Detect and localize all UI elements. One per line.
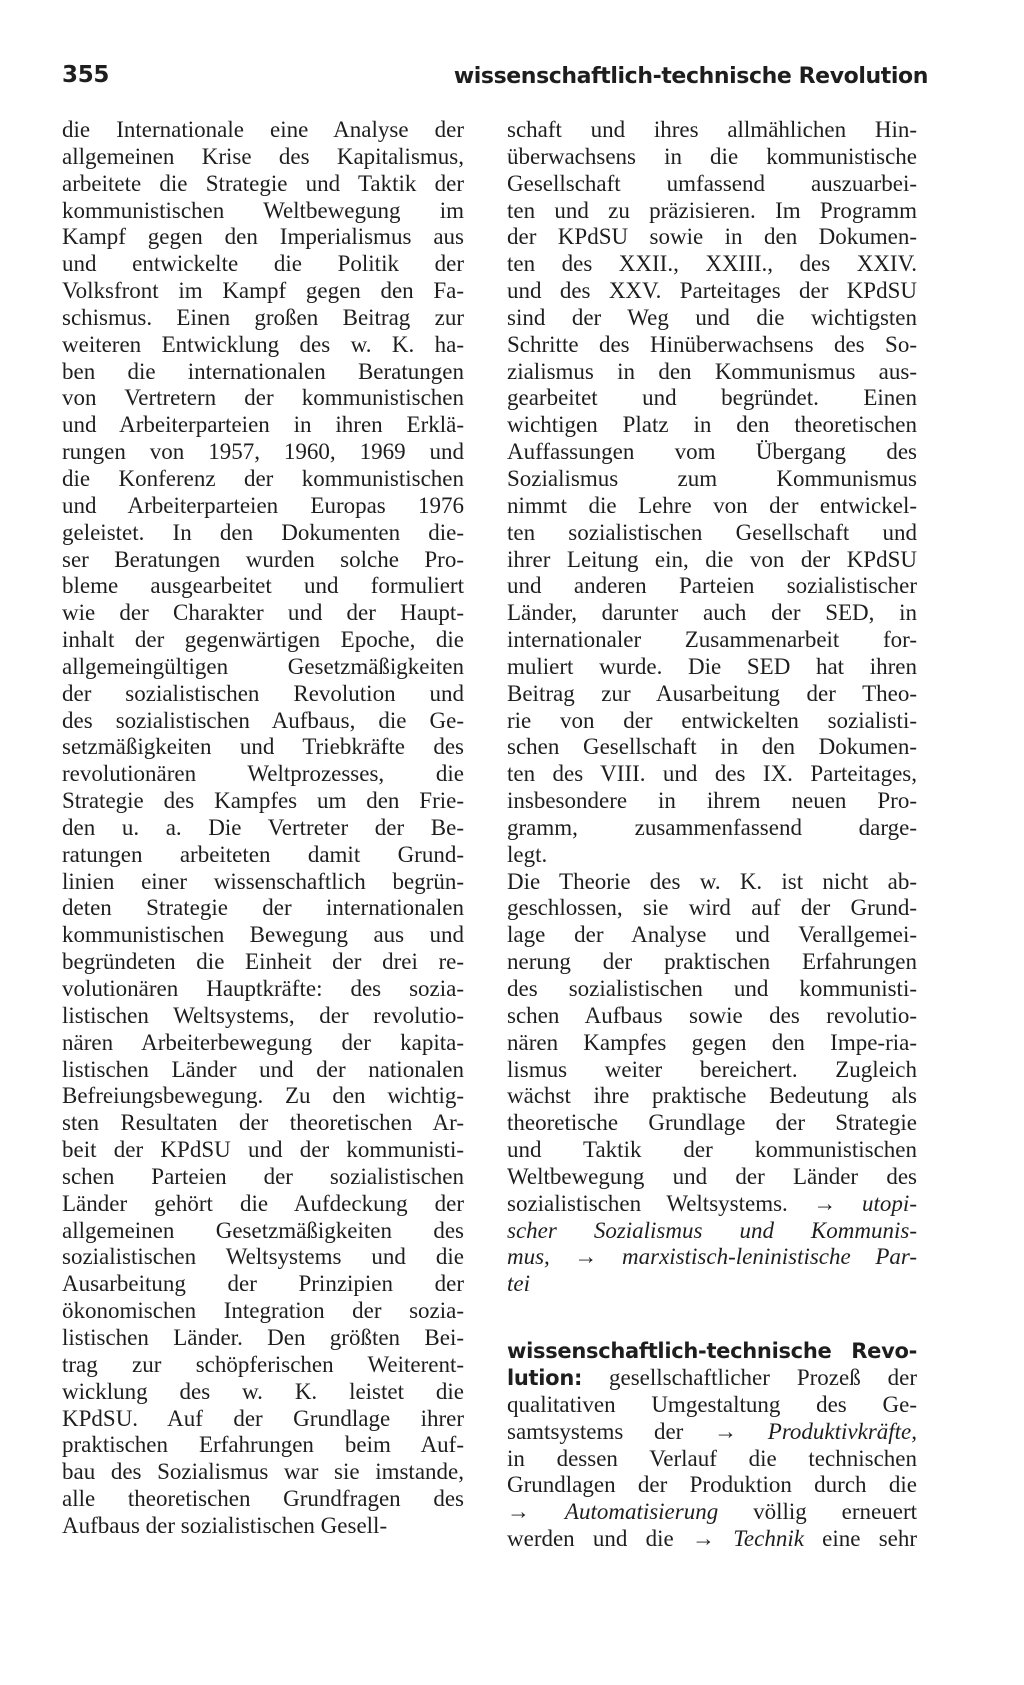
text-line: nären Arbeiterbewegung der kapita- — [62, 1029, 464, 1055]
text-line: insbesondere in ihrem neuen Pro- — [507, 788, 917, 814]
text-line: Länder, darunter auch der SED, in — [507, 600, 917, 626]
text-line: nimmt die Lehre von der entwickel- — [507, 492, 917, 518]
text-line: Beitrag zur Ausarbeitung der Theo- — [507, 680, 917, 706]
text-line: qualitativen Umgestaltung des Ge- — [507, 1391, 917, 1417]
text-line: theoretische Grundlage der Strategie — [507, 1110, 917, 1136]
text-line: schen Aufbaus sowie des revolutio- — [507, 1002, 917, 1028]
text-line: lution: gesellschaftlicher Prozeß der — [507, 1364, 917, 1390]
text-line: werden und die → Technik eine sehr — [507, 1526, 918, 1552]
text-line: und anderen Parteien sozialistischer — [507, 573, 917, 599]
crossref-arrow: → — [574, 1244, 598, 1270]
text-line: ihrer Leitung ein, die von der KPdSU — [507, 546, 917, 572]
text-line: weiteren Entwicklung des w. K. ha- — [62, 331, 464, 357]
text-line: arbeitete die Strategie und Taktik der — [62, 170, 464, 196]
text-line: geschlossen, sie wird auf der Grund- — [507, 895, 917, 921]
text-line: wicklung des w. K. leistet die — [62, 1378, 464, 1404]
text-line: → Automatisierung völlig erneuert — [507, 1499, 918, 1525]
text-line: gramm, zusammenfassend darge- — [507, 814, 917, 840]
text-line: bau des Sozialismus war sie imstande, — [62, 1459, 464, 1485]
text-line: sten Resultaten der theoretischen Ar- — [62, 1110, 464, 1136]
text-line: ten des XXII., XXIII., des XXIV. — [507, 251, 917, 277]
text-line: lage der Analyse und Verallgemei- — [507, 922, 917, 948]
text-line: rungen von 1957, 1960, 1969 und — [62, 439, 464, 465]
right-column-paragraph-1 — [507, 117, 917, 842]
text-line: sind der Weg und die wichtigsten — [507, 304, 917, 330]
text-line: wichtigen Platz in den theoretischen — [507, 412, 917, 438]
text-line: gearbeitet und begründet. Einen — [507, 385, 917, 411]
text-line: revolutionären Weltprozesses, die — [62, 761, 464, 787]
text-line: Sozialismus zum Kommunismus — [507, 465, 917, 491]
text-line: praktischen Erfahrungen beim Auf- — [62, 1432, 464, 1458]
text-line: von Vertretern der kommunistischen — [62, 385, 464, 411]
text-line: Weltbewegung und der Länder des — [507, 1163, 917, 1189]
crossref-arrow: → — [714, 1418, 738, 1444]
text-line: die Internationale eine Analyse der — [62, 117, 464, 142]
dictionary-entry — [507, 1338, 917, 1553]
text-line: listischen Weltsystems, der revolutio- — [62, 1002, 464, 1028]
text-line: bleme ausgearbeitet und formuliert — [62, 573, 464, 599]
text-line: ben die internationalen Beratungen — [62, 358, 464, 384]
text-line: trag zur schöpferischen Weiterent- — [62, 1351, 464, 1377]
entry-headword: wissenschaftlich-technische Revo- — [507, 1339, 917, 1364]
crossref-arrow: → — [691, 1526, 715, 1552]
text-line: überwachsens in die kommunistische — [507, 143, 917, 169]
text-line: zialismus in den Kommunismus aus- — [507, 358, 917, 384]
page-number: 355 — [62, 62, 110, 88]
text-line: nerung der praktischen Erfahrungen — [507, 949, 917, 975]
text-line: den u. a. Die Vertreter der Be- — [62, 814, 464, 840]
text-line: allgemeinen Krise des Kapitalismus, — [62, 143, 464, 169]
text-line: ser Beratungen wurden solche Pro- — [62, 546, 464, 572]
text-line: Schritte des Hinüberwachsens des So- — [507, 331, 917, 357]
text-line: Befreiungsbewegung. Zu den wichtig- — [62, 1083, 464, 1109]
text-line: kommunistischen Weltbewegung im — [62, 197, 464, 223]
running-head: wissenschaftlich-technische Revolution — [453, 64, 928, 89]
text-line: muliert wurde. Die SED hat ihren — [507, 653, 917, 679]
text-line: sozialistischen Weltsystems. → utopi- — [507, 1190, 917, 1216]
text-line: Grundlagen der Produktion durch die — [507, 1472, 917, 1498]
entry-headword: lution: — [507, 1365, 583, 1390]
right-column — [507, 117, 917, 1553]
text-line: Kampf gegen den Imperialismus aus — [62, 224, 464, 250]
text-line: samtsystems der → Produktivkräfte, — [507, 1418, 918, 1444]
text-line: der KPdSU sowie in den Dokumen- — [507, 224, 917, 250]
text-line: kommunistischen Bewegung aus und — [62, 922, 464, 948]
text-line: die Konferenz der kommunistischen — [62, 465, 464, 491]
text-line: listischen Länder. Den größten Bei- — [62, 1324, 464, 1350]
text-line: beit der KPdSU und der kommunisti- — [62, 1137, 464, 1163]
text-line: schen Gesellschaft in den Dokumen- — [507, 734, 917, 760]
text-line: schismus. Einen großen Beitrag zur — [62, 304, 464, 330]
text-line: und Taktik der kommunistischen — [507, 1137, 917, 1163]
text-line: und Arbeiterparteien in ihren Erklä- — [62, 412, 464, 438]
text-line — [507, 1244, 917, 1271]
text-line: Strategie des Kampfes um den Frie- — [62, 788, 464, 814]
text-line: volutionären Hauptkräfte: des sozia- — [62, 976, 464, 1001]
text-line: deten Strategie der internationalen — [62, 895, 464, 921]
crossref-arrow: → — [813, 1190, 837, 1216]
text-line: linien einer wissenschaftlich begrün- — [62, 868, 464, 894]
text-line: ten des VIII. und des IX. Parteitages, — [507, 761, 917, 787]
text-line: Gesellschaft umfassend auszuarbei- — [507, 170, 917, 196]
text-line: ten und zu präzisieren. Im Programm — [507, 197, 917, 223]
page-header — [62, 62, 928, 102]
crossref-term: Produktivkräfte, — [767, 1418, 918, 1444]
crossref-arrow: → — [507, 1499, 530, 1525]
text-line: nären Kampfes gegen den Impe-ria- — [507, 1029, 917, 1055]
text-line: und des XXV. Parteitages der KPdSU — [507, 278, 917, 304]
text-line: und entwickelte die Politik der — [62, 251, 464, 277]
text-line: internationaler Zusammenarbeit for- — [507, 627, 917, 653]
text-line: Ausarbeitung der Prinzipien der — [62, 1271, 464, 1297]
right-column-paragraph-2 — [507, 869, 917, 1191]
text-line: Aufbaus der sozialistischen Gesell- — [62, 1512, 388, 1538]
text-line: des sozialistischen und kommunisti- — [507, 976, 917, 1001]
text-line: geleistet. In den Dokumenten die- — [62, 519, 464, 545]
text-line: wächst ihre praktische Bedeutung als — [507, 1083, 917, 1109]
crossref-term: tei — [507, 1271, 530, 1297]
crossref-term: Automatisierung — [564, 1499, 719, 1525]
text-line: und Arbeiterparteien Europas 1976 — [62, 492, 464, 518]
crossref-term: Technik — [733, 1526, 804, 1552]
text-line: Auffassungen vom Übergang des — [507, 439, 917, 465]
text-line: sozialistischen Weltsystems und die — [62, 1244, 464, 1270]
text-line: wie der Charakter und der Haupt- — [62, 600, 464, 626]
text-line: des sozialistischen Aufbaus, die Ge- — [62, 707, 464, 733]
text-line: allgemeingültigen Gesetzmäßigkeiten — [62, 653, 464, 679]
text-line: ten sozialistischen Gesellschaft und — [507, 519, 917, 545]
left-column — [62, 117, 464, 1540]
crossref-term: marxistisch-leninistische Par- — [622, 1244, 918, 1270]
crossref-term: scher Sozialismus und Kommunis- — [507, 1217, 917, 1243]
text-line: rie von der entwickelten sozialisti- — [507, 707, 917, 733]
text-line — [507, 1338, 917, 1365]
text-line: KPdSU. Auf der Grundlage ihrer — [62, 1405, 464, 1431]
text-line: schen Parteien der sozialistischen — [62, 1163, 464, 1189]
text-line: inhalt der gegenwärtigen Epoche, die — [62, 627, 464, 653]
text-line: listischen Länder und der nationalen — [62, 1056, 464, 1082]
text-line: setzmäßigkeiten und Triebkräfte des — [62, 734, 464, 760]
text-line: begründeten die Einheit der drei re- — [62, 949, 464, 975]
text-line: legt. — [507, 841, 548, 867]
text-line: in dessen Verlauf die technischen — [507, 1445, 917, 1471]
text-line: ökonomischen Integration der sozia- — [62, 1298, 464, 1324]
text-line: Die Theorie des w. K. ist nicht ab- — [507, 868, 917, 894]
text-line: alle theoretischen Grundfragen des — [62, 1486, 464, 1512]
text-line: der sozialistischen Revolution und — [62, 680, 464, 706]
text-line: ratungen arbeiteten damit Grund- — [62, 841, 464, 867]
text-line: Volksfront im Kampf gegen den Fa- — [62, 278, 464, 304]
text-line: schaft und ihres allmählichen Hin- — [507, 117, 917, 142]
text-line: lismus weiter bereichert. Zugleich — [507, 1056, 917, 1082]
crossref-term: mus, — [507, 1244, 550, 1270]
entry-separator — [507, 1298, 917, 1338]
crossref-term: utopi- — [862, 1190, 917, 1216]
text-line: allgemeinen Gesetzmäßigkeiten des — [62, 1217, 464, 1243]
text-line: Länder gehört die Aufdeckung der — [62, 1190, 464, 1216]
